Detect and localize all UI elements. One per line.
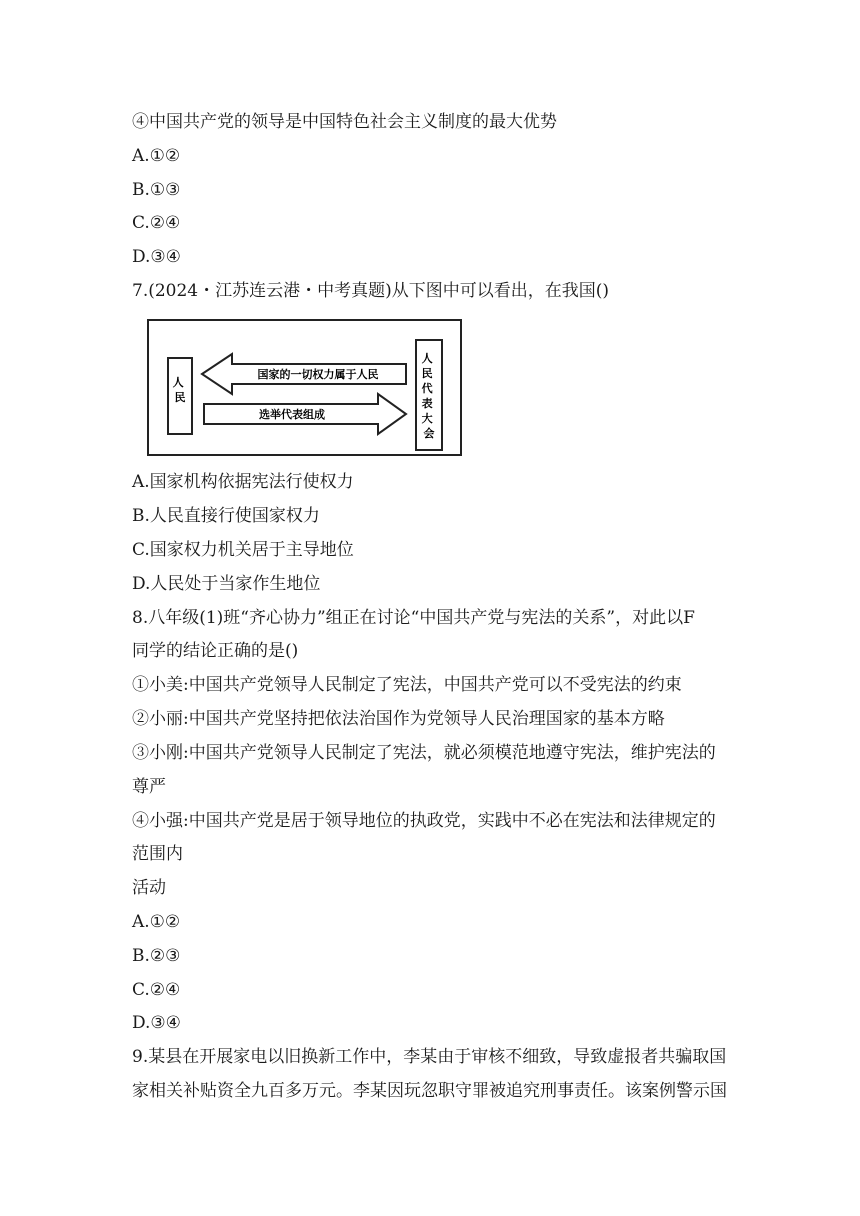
congress-char-2: 民 bbox=[421, 367, 433, 380]
q8-item-3-line-1: ③小刚:中国共产党领导人民制定了宪法，就必须模范地遵守宪法，维护宪法的 bbox=[132, 743, 716, 763]
q8-option-b: B.②③ bbox=[132, 946, 181, 966]
outer-frame bbox=[148, 320, 461, 455]
arrow-to-people-label: 国家的一切权力属于人民 bbox=[257, 368, 379, 381]
q6-option-a: A.①② bbox=[132, 146, 181, 166]
congress-char-3: 代 bbox=[421, 382, 433, 395]
congress-char-4: 表 bbox=[421, 397, 433, 410]
q6-item-4: ④中国共产党的领导是中国特色社会主义制度的最大优势 bbox=[132, 112, 557, 132]
people-char-2: 民 bbox=[174, 391, 186, 404]
q7-option-d: D.人民处于当家作生地位 bbox=[132, 574, 321, 594]
congress-char-1: 人 bbox=[421, 352, 433, 365]
arrow-to-congress-label: 选举代表组成 bbox=[259, 408, 325, 421]
q8-item-4-line-1: ④小强:中国共产党是居于领导地位的执政党，实践中不必在宪法和法律规定的 bbox=[132, 811, 716, 831]
q8-stem-line-1: 8.八年级(1)班“齐心协力”组正在讨论“中国共产党与宪法的关系”，对此以F bbox=[132, 608, 695, 628]
power-relationship-figure bbox=[140, 318, 462, 458]
q7-option-a: A.国家机构依据宪法行使权力 bbox=[132, 472, 354, 492]
q6-option-d: D.③④ bbox=[132, 247, 181, 267]
q7-option-b: B.人民直接行使国家权力 bbox=[132, 506, 320, 526]
q8-item-4-line-3: 活动 bbox=[132, 878, 166, 898]
congress-char-5: 大 bbox=[421, 412, 433, 425]
q7-option-c: C.国家权力机关居于主导地位 bbox=[132, 540, 354, 560]
q6-option-b: B.①③ bbox=[132, 180, 181, 200]
q8-item-3-line-2: 尊严 bbox=[132, 777, 166, 797]
q8-item-1: ①小美:中国共产党领导人民制定了宪法，中国共产党可以不受宪法的约束 bbox=[132, 675, 682, 695]
q8-option-a: A.①② bbox=[132, 912, 181, 932]
q9-line-1: 9.某县在开展家电以旧换新工作中，李某由于审核不细致，导致虚报者共骗取国 bbox=[132, 1047, 727, 1067]
q8-option-c: C.②④ bbox=[132, 980, 181, 1000]
q9-line-2: 家相关补贴资全九百多万元。李某因玩忽职守罪被追究刑事责任。该案例警示国 bbox=[132, 1081, 727, 1101]
q8-item-2: ②小丽:中国共产党坚持把依法治国作为党领导人民治理国家的基本方略 bbox=[132, 709, 665, 729]
people-char-1: 人 bbox=[172, 376, 184, 389]
q8-option-d: D.③④ bbox=[132, 1013, 181, 1033]
q6-option-c: C.②④ bbox=[132, 213, 181, 233]
q8-item-4-line-2: 范围内 bbox=[132, 844, 183, 864]
q8-stem-line-2: 同学的结论正确的是() bbox=[132, 641, 299, 661]
q7-stem: 7.(2024・江苏连云港・中考真题)从下图中可以看出，在我国() bbox=[132, 281, 610, 301]
congress-char-6: 会 bbox=[423, 427, 435, 440]
figure-svg bbox=[140, 318, 462, 458]
